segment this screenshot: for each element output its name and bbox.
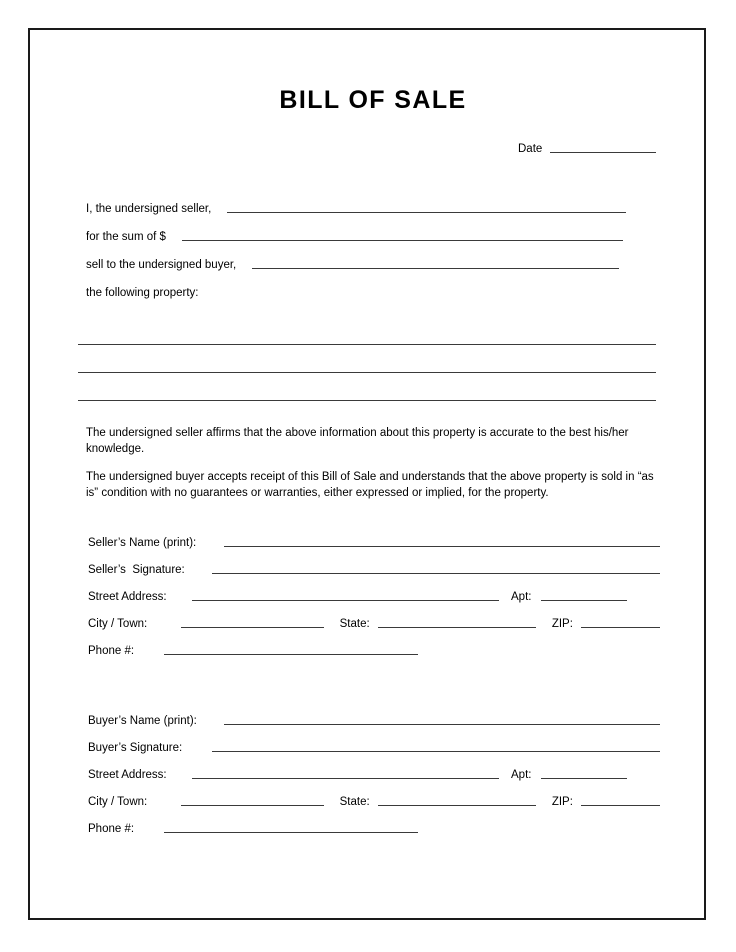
buyer-city-label: City / Town: xyxy=(88,796,148,808)
buyer-name-row xyxy=(88,714,660,728)
sum-blank-line[interactable] xyxy=(182,240,623,241)
seller-signature-input-line[interactable] xyxy=(212,573,660,574)
seller-phone-input-line[interactable] xyxy=(164,654,418,655)
buyer-city-row xyxy=(88,795,660,809)
seller-city-label: City / Town: xyxy=(88,618,148,630)
seller-street-input-line[interactable] xyxy=(192,600,499,601)
seller-name-row xyxy=(88,536,660,550)
document-page xyxy=(28,28,706,920)
buyer-signature-input-line[interactable] xyxy=(212,751,660,752)
buyer-zip-input-line[interactable] xyxy=(581,805,660,806)
seller-zip-input-line[interactable] xyxy=(581,627,660,628)
seller-state-label: State: xyxy=(339,618,370,630)
seller-city-input-line[interactable] xyxy=(181,627,324,628)
buyer-phone-row xyxy=(88,822,418,836)
seller-phone-row xyxy=(88,644,418,658)
buyer-zip-label: ZIP: xyxy=(551,796,573,808)
buyer-state-label: State: xyxy=(339,796,370,808)
seller-signature-label: Seller’s Signature: xyxy=(88,564,185,576)
buyer-name-input-line[interactable] xyxy=(224,724,660,725)
date-blank-line[interactable] xyxy=(550,152,656,153)
seller-name-blank-line[interactable] xyxy=(227,212,626,213)
sum-row xyxy=(86,230,623,244)
buyer-apt-label: Apt: xyxy=(511,769,532,781)
seller-affirmation-paragraph: The undersigned seller affirms that the above information about this property is accurate to the best his/her knowledge. xyxy=(86,427,629,455)
seller-phone-label: Phone #: xyxy=(88,645,135,657)
sum-label: for the sum of $ xyxy=(86,231,166,243)
buyer-name-label: Buyer’s Name (print): xyxy=(88,715,197,727)
buyer-street-row xyxy=(88,768,660,782)
property-intro-label: the following property: xyxy=(86,287,199,299)
buyer-state-input-line[interactable] xyxy=(378,805,536,806)
buyer-phone-input-line[interactable] xyxy=(164,832,418,833)
buyer-street-input-line[interactable] xyxy=(192,778,499,779)
buyer-declaration-row xyxy=(86,258,619,272)
seller-state-input-line[interactable] xyxy=(378,627,536,628)
property-description-line-1[interactable] xyxy=(78,344,656,345)
date-field-row xyxy=(518,142,658,156)
buyer-signature-row xyxy=(88,741,660,755)
buyer-apt-input-line[interactable] xyxy=(541,778,627,779)
property-description-line-3[interactable] xyxy=(78,400,656,401)
seller-street-row xyxy=(88,590,660,604)
seller-zip-label: ZIP: xyxy=(551,618,573,630)
seller-declaration-row xyxy=(86,202,626,216)
buyer-signature-label: Buyer’s Signature: xyxy=(88,742,183,754)
buyer-name-blank-line[interactable] xyxy=(252,268,619,269)
seller-name-label: Seller’s Name (print): xyxy=(88,537,197,549)
buyer-street-label: Street Address: xyxy=(88,769,167,781)
buyer-city-input-line[interactable] xyxy=(181,805,324,806)
buyer-phone-label: Phone #: xyxy=(88,823,135,835)
seller-name-input-line[interactable] xyxy=(224,546,660,547)
seller-apt-label: Apt: xyxy=(511,591,532,603)
seller-street-label: Street Address: xyxy=(88,591,167,603)
seller-declaration-label: I, the undersigned seller, xyxy=(86,203,212,215)
seller-signature-row xyxy=(88,563,660,577)
property-description-line-2[interactable] xyxy=(78,372,656,373)
page-title: BILL OF SALE xyxy=(279,86,467,114)
date-label: Date xyxy=(518,143,543,155)
seller-apt-input-line[interactable] xyxy=(541,600,627,601)
buyer-declaration-label: sell to the undersigned buyer, xyxy=(86,259,237,271)
buyer-acceptance-paragraph: The undersigned buyer accepts receipt of this Bill of Sale and understands that the above property is sold in “as is” condition with no guarantees or warranties, either expressed or implied, for the property. xyxy=(86,471,654,499)
property-intro-row xyxy=(86,286,199,300)
seller-city-row xyxy=(88,617,660,631)
